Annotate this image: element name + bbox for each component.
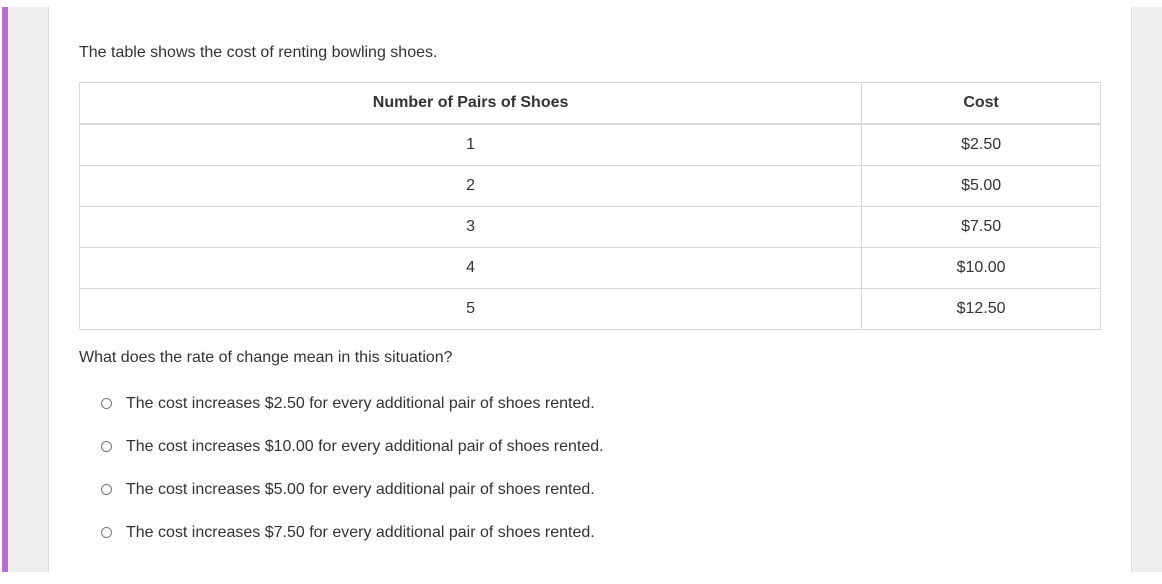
answer-option-3[interactable] (101, 468, 604, 511)
table-row (80, 166, 1101, 207)
answer-option-label: The cost increases $7.50 for every additional pair of shoes rented. (126, 523, 595, 541)
answer-option-label: The cost increases $10.00 for every additional pair of shoes rented. (126, 437, 604, 455)
right-gutter (1131, 7, 1162, 572)
answer-option-label: The cost increases $5.00 for every additional pair of shoes rented. (126, 480, 595, 498)
question-text: What does the rate of change mean in this situation? (79, 349, 453, 366)
cell-pairs: 3 (80, 207, 862, 248)
intro-text: The table shows the cost of renting bowling shoes. (79, 44, 438, 61)
answer-options (101, 382, 604, 554)
left-gutter (8, 7, 49, 572)
table-row (80, 289, 1101, 330)
cell-pairs: 1 (80, 124, 862, 166)
cell-cost: $10.00 (862, 248, 1101, 289)
answer-option-1[interactable] (101, 382, 604, 425)
cell-cost: $12.50 (862, 289, 1101, 330)
cell-cost: $5.00 (862, 166, 1101, 207)
table-row (80, 207, 1101, 248)
header-cost: Cost (862, 83, 1101, 125)
answer-option-4[interactable] (101, 511, 604, 554)
header-pairs: Number of Pairs of Shoes (80, 83, 862, 125)
radio-button-1[interactable] (101, 398, 112, 409)
cost-table (79, 82, 1101, 330)
cell-pairs: 2 (80, 166, 862, 207)
cell-pairs: 4 (80, 248, 862, 289)
answer-option-2[interactable] (101, 425, 604, 468)
cell-pairs: 5 (80, 289, 862, 330)
radio-button-2[interactable] (101, 441, 112, 452)
cell-cost: $2.50 (862, 124, 1101, 166)
radio-button-3[interactable] (101, 484, 112, 495)
answer-option-label: The cost increases $2.50 for every additional pair of shoes rented. (126, 394, 595, 412)
cell-cost: $7.50 (862, 207, 1101, 248)
table-row (80, 248, 1101, 289)
table-header-row (80, 83, 1101, 125)
radio-button-4[interactable] (101, 527, 112, 538)
table-row (80, 124, 1101, 166)
